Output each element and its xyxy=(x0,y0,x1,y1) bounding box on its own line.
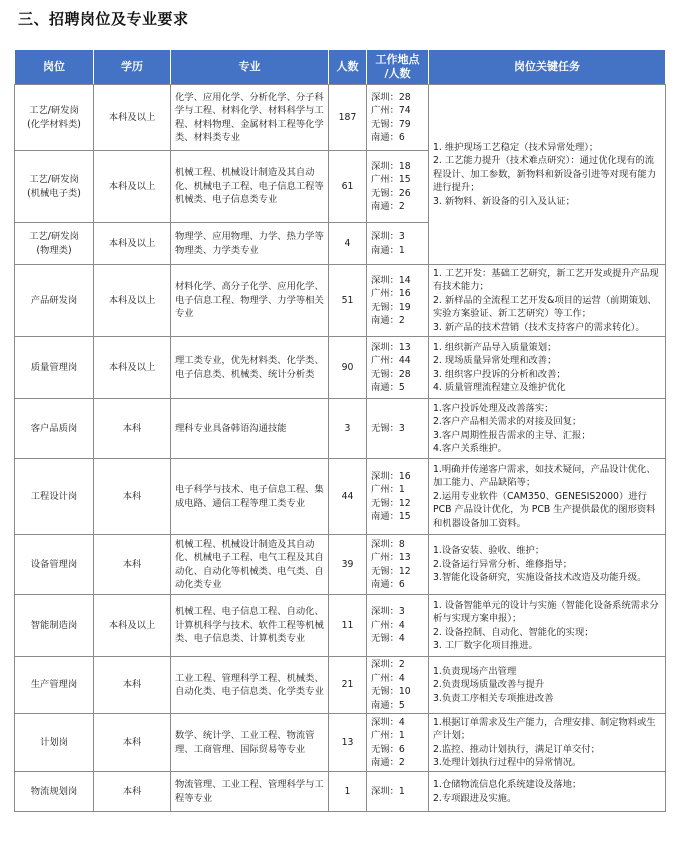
task-item: 2.运用专业软件（CAM350、GENESIS2000）进行PCB 产品设计优化，为 PCB 生产提供最优的图形资料和机器设备加工资料。 xyxy=(433,490,656,529)
cell-tasks xyxy=(429,265,666,337)
cell-education: 本科及以上 xyxy=(94,595,171,657)
task-item: 4. 质量管理流程建立及维护优化 xyxy=(433,382,566,393)
task-item: 1.设备安装、验收、维护； xyxy=(433,545,545,557)
table-row xyxy=(15,657,666,714)
location-line: 深圳：4 xyxy=(371,716,405,728)
cell-major: 数学、统计学、工业工程、物流管理、工商管理、国际贸易等专业 xyxy=(171,714,329,772)
cell-position xyxy=(15,399,94,459)
location-line: 广州：74 xyxy=(371,105,411,116)
header-tasks: 岗位关键任务 xyxy=(429,50,666,85)
recruitment-table xyxy=(14,49,666,812)
location-line: 深圳：14 xyxy=(371,274,411,286)
position-line: 工艺/研发岗 xyxy=(29,231,79,242)
cell-tasks xyxy=(429,595,666,657)
task-item: 2.监控、推动计划执行，满足订单交付； xyxy=(433,743,600,755)
location-line: 无锡：10 xyxy=(371,686,411,697)
table-row xyxy=(15,595,666,657)
cell-major: 理科专业具备韩语沟通技能 xyxy=(171,399,329,459)
cell-major: 工业工程、管理科学工程、机械类、自动化类、电子信息类、化学类专业 xyxy=(171,657,329,714)
task-item: 2.设备运行异常分析、维修指导； xyxy=(433,558,573,570)
location-line: 深圳：16 xyxy=(371,470,411,482)
cell-position xyxy=(15,223,94,265)
cell-location xyxy=(367,459,429,535)
location-line: 广州：4 xyxy=(371,619,405,631)
location-line: 深圳：18 xyxy=(371,160,411,172)
location-line: 无锡：19 xyxy=(371,301,411,313)
position-line: 工艺/研发岗 xyxy=(29,174,79,185)
location-line: 南通：6 xyxy=(371,132,405,143)
cell-major: 物理学、应用物理、力学、热力学等物理类、力学类专业 xyxy=(171,223,329,265)
location-line: 广州：1 xyxy=(371,730,405,741)
cell-position xyxy=(15,657,94,714)
cell-position xyxy=(15,772,94,812)
cell-tasks xyxy=(429,535,666,595)
cell-count: 1 xyxy=(329,772,367,812)
cell-position xyxy=(15,714,94,772)
cell-education: 本科 xyxy=(94,459,171,535)
location-line: 深圳：28 xyxy=(371,91,411,103)
position-line: 客户品质岗 xyxy=(30,422,78,434)
location-line: 深圳：13 xyxy=(371,341,411,353)
cell-count: 90 xyxy=(329,337,367,399)
table-row xyxy=(15,265,666,337)
header-major: 专业 xyxy=(171,50,329,85)
task-item: 3.智能化设备研究，实施设备技术改造及功能升级。 xyxy=(433,572,647,584)
position-line: 智能制造岗 xyxy=(30,619,78,631)
task-item: 3. 新物料、新设备的引入及认证； xyxy=(433,195,575,207)
cell-position xyxy=(15,265,94,337)
location-line: 无锡：6 xyxy=(371,743,405,755)
location-line: 广州：16 xyxy=(371,288,411,299)
location-line: 深圳：1 xyxy=(371,785,405,797)
location-line: 无锡：12 xyxy=(371,497,411,509)
cell-position xyxy=(15,85,94,151)
location-line: 无锡：4 xyxy=(371,633,405,645)
cell-tasks xyxy=(429,657,666,714)
position-line: 产品研发岗 xyxy=(30,294,78,306)
cell-position xyxy=(15,595,94,657)
cell-education: 本科 xyxy=(94,399,171,459)
table-row xyxy=(15,337,666,399)
cell-count: 13 xyxy=(329,714,367,772)
cell-count: 187 xyxy=(329,85,367,151)
cell-tasks xyxy=(429,714,666,772)
cell-tasks-shared xyxy=(429,85,666,265)
location-line: 广州：15 xyxy=(371,174,411,185)
cell-education: 本科及以上 xyxy=(94,151,171,223)
cell-count: 39 xyxy=(329,535,367,595)
cell-location xyxy=(367,714,429,772)
cell-education: 本科 xyxy=(94,657,171,714)
location-line: 南通：2 xyxy=(371,757,405,768)
cell-location xyxy=(367,657,429,714)
cell-location xyxy=(367,595,429,657)
position-line: (机械电子类) xyxy=(27,187,81,199)
cell-major: 机械工程、机械设计制造及其自动化、机械电子工程、电子信息工程等机械类、电子信息类专业 xyxy=(171,151,329,223)
task-item: 2. 设备控制、自动化、智能化的实现； xyxy=(433,626,594,638)
cell-major: 机械工程、机械设计制造及其自动化、机械电子工程、电气工程及其自动化、自动化等机械类、电气类、自动化类专业 xyxy=(171,535,329,595)
table-row xyxy=(15,399,666,459)
cell-count: 21 xyxy=(329,657,367,714)
cell-major: 材料化学、高分子化学、应用化学、电子信息工程、物理学、力学等相关专业 xyxy=(171,265,329,337)
position-line: 物流规划岗 xyxy=(30,785,78,797)
cell-education: 本科及以上 xyxy=(94,337,171,399)
table-row xyxy=(15,85,666,151)
task-item: 1.客户投诉处理及改善落实； xyxy=(433,402,554,414)
cell-location xyxy=(367,151,429,223)
header-position: 岗位 xyxy=(15,50,94,85)
position-line: 质量管理岗 xyxy=(30,361,78,373)
cell-count: 61 xyxy=(329,151,367,223)
cell-tasks xyxy=(429,772,666,812)
cell-position xyxy=(15,535,94,595)
cell-location xyxy=(367,265,429,337)
cell-tasks xyxy=(429,337,666,399)
table-row xyxy=(15,535,666,595)
task-item: 2.客户产品相关需求的对接及回复； xyxy=(433,416,582,427)
location-line: 南通：2 xyxy=(371,315,405,326)
location-line: 广州：4 xyxy=(371,672,405,684)
table-header-row xyxy=(15,50,666,85)
cell-count: 44 xyxy=(329,459,367,535)
cell-tasks xyxy=(429,399,666,459)
header-location-line1: 工作地点 xyxy=(375,53,420,66)
location-line: 南通：6 xyxy=(371,579,405,590)
header-location-line2: /人数 xyxy=(384,67,411,80)
cell-count: 51 xyxy=(329,265,367,337)
task-item: 2. 工艺能力提升（技术难点研究）：通过优化现有的流程设计、加工参数，新物料和新设备引进等对现有能力进行提升； xyxy=(433,155,657,194)
location-line: 深圳：2 xyxy=(371,659,405,670)
location-line: 深圳：8 xyxy=(371,538,405,550)
location-line: 广州：44 xyxy=(371,355,411,366)
cell-location xyxy=(367,399,429,459)
header-location xyxy=(367,50,429,85)
cell-education: 本科 xyxy=(94,772,171,812)
cell-major: 电子科学与技术、电子信息工程、集成电路、通信工程等理工类专业 xyxy=(171,459,329,535)
cell-location xyxy=(367,337,429,399)
task-item: 4.客户关系维护。 xyxy=(433,443,507,454)
cell-position xyxy=(15,337,94,399)
cell-major: 机械工程、电子信息工程、自动化、计算机科学与技术、软件工程等机械类、电子信息类、计算机类专业 xyxy=(171,595,329,657)
cell-tasks xyxy=(429,459,666,535)
cell-count: 4 xyxy=(329,223,367,265)
location-line: 南通：2 xyxy=(371,201,405,212)
location-line: 深圳：3 xyxy=(371,231,405,242)
task-item: 3. 工厂数字化项目推进。 xyxy=(433,640,538,651)
location-line: 南通：15 xyxy=(371,511,411,522)
cell-position xyxy=(15,151,94,223)
cell-location xyxy=(367,223,429,265)
position-line: 工艺/研发岗 xyxy=(29,105,79,116)
task-item: 2.专项跟进及实施。 xyxy=(433,792,517,804)
task-item: 3. 组织客户投诉的分析和改善； xyxy=(433,368,566,380)
task-item: 1.仓储物流信息化系统建设及落地； xyxy=(433,779,582,790)
table-row xyxy=(15,772,666,812)
cell-count: 3 xyxy=(329,399,367,459)
task-item: 1. 工艺开发：基础工艺研究，新工艺开发或提升产品现有技术能力； xyxy=(433,267,659,293)
task-item: 3.负责工序相关专项推进改善 xyxy=(433,692,554,704)
task-item: 2.负责现场质量改善与提升 xyxy=(433,679,545,691)
task-item: 1.负责现场产出管理 xyxy=(433,665,517,677)
task-item: 1. 组织新产品导入质量策划； xyxy=(433,341,557,353)
task-item: 3. 新产品的技术营销（技术支持客户的需求转化）。 xyxy=(433,321,645,333)
table-row xyxy=(15,714,666,772)
cell-education: 本科 xyxy=(94,714,171,772)
task-item: 1.明确并传递客户需求，如技术疑问，产品设计优化、加工能力、产品缺陷等； xyxy=(433,463,656,489)
cell-major: 理工类专业，优先材料类、化学类、电子信息类、机械类、统计分析类 xyxy=(171,337,329,399)
location-line: 南通：5 xyxy=(371,382,405,393)
location-line: 深圳：3 xyxy=(371,606,405,618)
cell-location xyxy=(367,85,429,151)
location-line: 南通：1 xyxy=(371,244,405,256)
task-item: 3.处理计划执行过程中的异常情况。 xyxy=(433,757,582,768)
location-line: 广州：13 xyxy=(371,552,411,563)
cell-location xyxy=(367,772,429,812)
cell-major: 化学、应用化学、分析化学、分子科学与工程、材料化学、材料科学与工程、材料物理、金属材料工程等化学类、材料类专业 xyxy=(171,85,329,151)
cell-location xyxy=(367,535,429,595)
location-line: 无锡：26 xyxy=(371,187,411,199)
position-line: 生产管理岗 xyxy=(30,679,78,691)
location-line: 广州：1 xyxy=(371,484,405,495)
cell-count: 11 xyxy=(329,595,367,657)
header-education: 学历 xyxy=(94,50,171,85)
cell-education: 本科及以上 xyxy=(94,223,171,265)
header-count: 人数 xyxy=(329,50,367,85)
table-body xyxy=(15,85,666,812)
position-line: 工程设计岗 xyxy=(30,490,78,502)
position-line: 计划岗 xyxy=(40,736,68,748)
position-line: (化学材料类) xyxy=(27,118,81,130)
location-line: 无锡：3 xyxy=(371,422,405,434)
task-item: 2. 现场质量异常处理和改善； xyxy=(433,355,557,366)
task-item: 2. 新样品的全流程工艺开发&项目的运营（前期策划、实验方案验证、新工艺研究）等工作； xyxy=(433,294,657,320)
cell-education: 本科 xyxy=(94,535,171,595)
cell-position xyxy=(15,459,94,535)
cell-education: 本科及以上 xyxy=(94,265,171,337)
table-row xyxy=(15,459,666,535)
task-item: 1. 设备智能单元的设计与实施（智能化设备系统需求分析与实现方案申报）； xyxy=(433,599,659,624)
cell-major: 物流管理、工业工程、管理科学与工程等专业 xyxy=(171,772,329,812)
location-line: 南通：5 xyxy=(371,699,405,711)
location-line: 无锡：12 xyxy=(371,565,411,577)
task-item: 1. 维护现场工艺稳定（技术异常处理）； xyxy=(433,141,599,153)
position-line: (物理类) xyxy=(36,244,72,256)
section-title: 三、招聘岗位及专业要求 xyxy=(18,10,189,28)
task-item: 3.客户周期性报告需求的主导、汇报； xyxy=(433,429,591,441)
location-line: 无锡：28 xyxy=(371,368,411,380)
cell-education: 本科及以上 xyxy=(94,85,171,151)
task-item: 1.根据订单需求及生产能力，合理安排、制定物料或生产计划； xyxy=(433,716,656,741)
position-line: 设备管理岗 xyxy=(30,558,78,570)
location-line: 无锡：79 xyxy=(371,118,411,130)
